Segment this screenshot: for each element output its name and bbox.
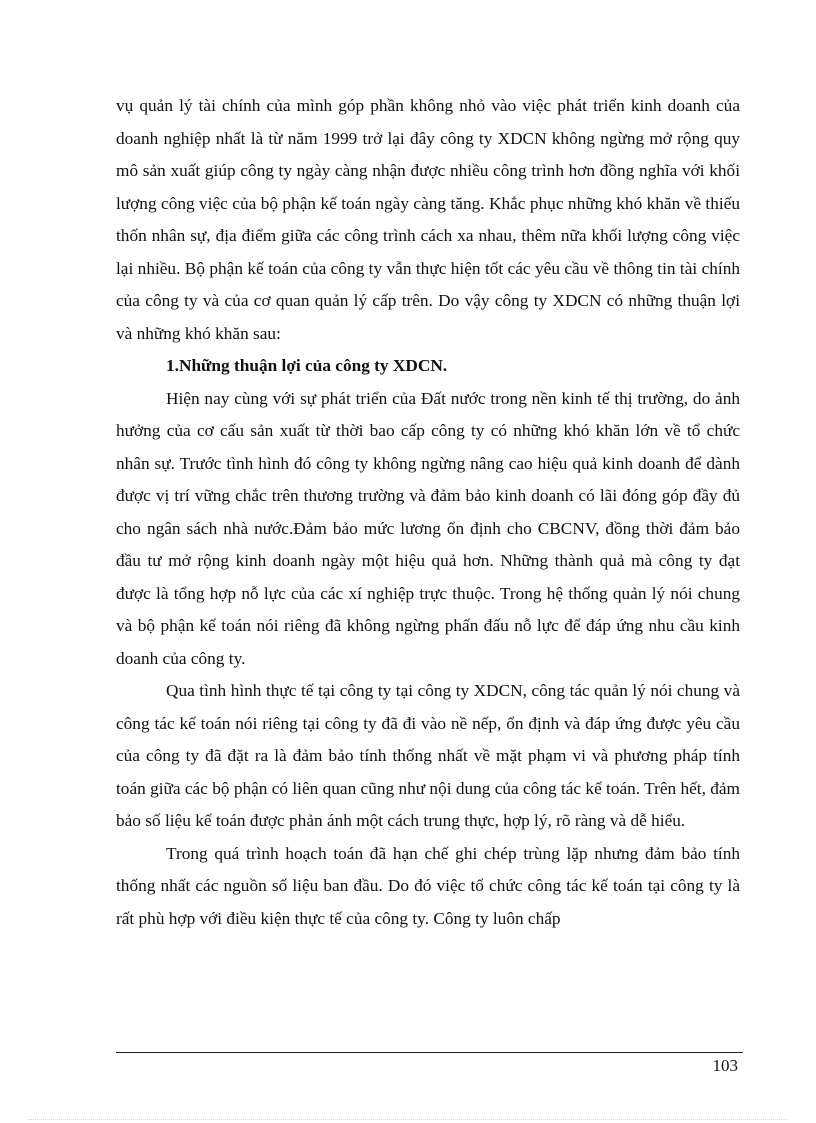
footer-divider xyxy=(116,1052,743,1053)
paragraph-accounting-process: Trong quá trình hoạch toán đã hạn chế ghi chép trùng lặp nhưng đảm bảo tính thống nhất các nguồn số liệu ban đầu. Do đó việc tổ chức công tác kế toán tại công ty là rất phù hợp với điều kiện thực tế của công ty. Công ty luôn chấp xyxy=(116,843,740,928)
page-body xyxy=(116,90,740,935)
paragraph-management-status: Qua tình hình thực tế tại công ty tại công ty XDCN, công tác quản lý nói chung và công tác kế toán nói riêng tại công ty đã đi vào nề nếp, ổn định và đáp ứng được yêu cầu của công ty đã đặt ra là đảm bảo tính thống nhất về mặt phạm vi và phương pháp tính toán giữa các bộ phận có liên quan cũng như nội dung của công tác kế toán. Trên hết, đảm bảo số liệu kế toán được phản ánh một cách trung thực, hợp lý, rõ ràng và dễ hiểu. xyxy=(116,681,740,830)
paragraph-intro-continuation: vụ quản lý tài chính của mình góp phần không nhỏ vào việc phát triển kinh doanh của doanh nghiệp nhất là từ năm 1999 trở lại đây công ty XDCN không ngừng mở rộng quy mô sản xuất giúp công ty ngày càng nhận được nhiều công trình hơn đồng nghĩa với khối lượng công việc của bộ phận kế toán ngày càng tăng. Khắc phục những khó khăn về thiếu thốn nhân sự, địa điểm giữa các công trình cách xa nhau, thêm nữa khối lượng công việc lại nhiều. Bộ phận kế toán của công ty vẫn thực hiện tốt các yêu cầu về thông tin tài chính của công ty và của cơ quan quản lý cấp trên. Do vậy công ty XDCN có những thuận lợi và những khó khăn sau: xyxy=(116,96,740,343)
paragraph-advantages-context: Hiện nay cùng với sự phát triển của Đất nước trong nền kinh tế thị trường, do ảnh hưởng của cơ cấu sản xuất từ thời bao cấp công ty có những khó khăn lớn về tổ chức nhân sự. Trước tình hình đó công ty không ngừng nâng cao hiệu quả kinh doanh để dành được vị trí vững chắc trên thương trường và đảm bảo kinh doanh có lãi đóng góp đầy đủ cho ngân sách nhà nước.Đảm bảo mức lương ổn định cho CBCNV, đồng thời đảm bảo đầu tư mở rộng kinh doanh ngày một hiệu quả hơn. Những thành quả mà công ty đạt được là tổng hợp nỗ lực của các xí nghiệp trực thuộc. Trong hệ thống quản lý nói chung và bộ phận kế toán nói riêng đã không ngừng phấn đấu nỗ lực để đáp ứng nhu cầu kinh doanh của công ty. xyxy=(116,388,740,668)
page-number: 103 xyxy=(712,1056,738,1075)
page-edge-dotted-line xyxy=(28,1119,788,1120)
section-heading-advantages: 1.Những thuận lợi của công ty XDCN. xyxy=(166,356,448,375)
